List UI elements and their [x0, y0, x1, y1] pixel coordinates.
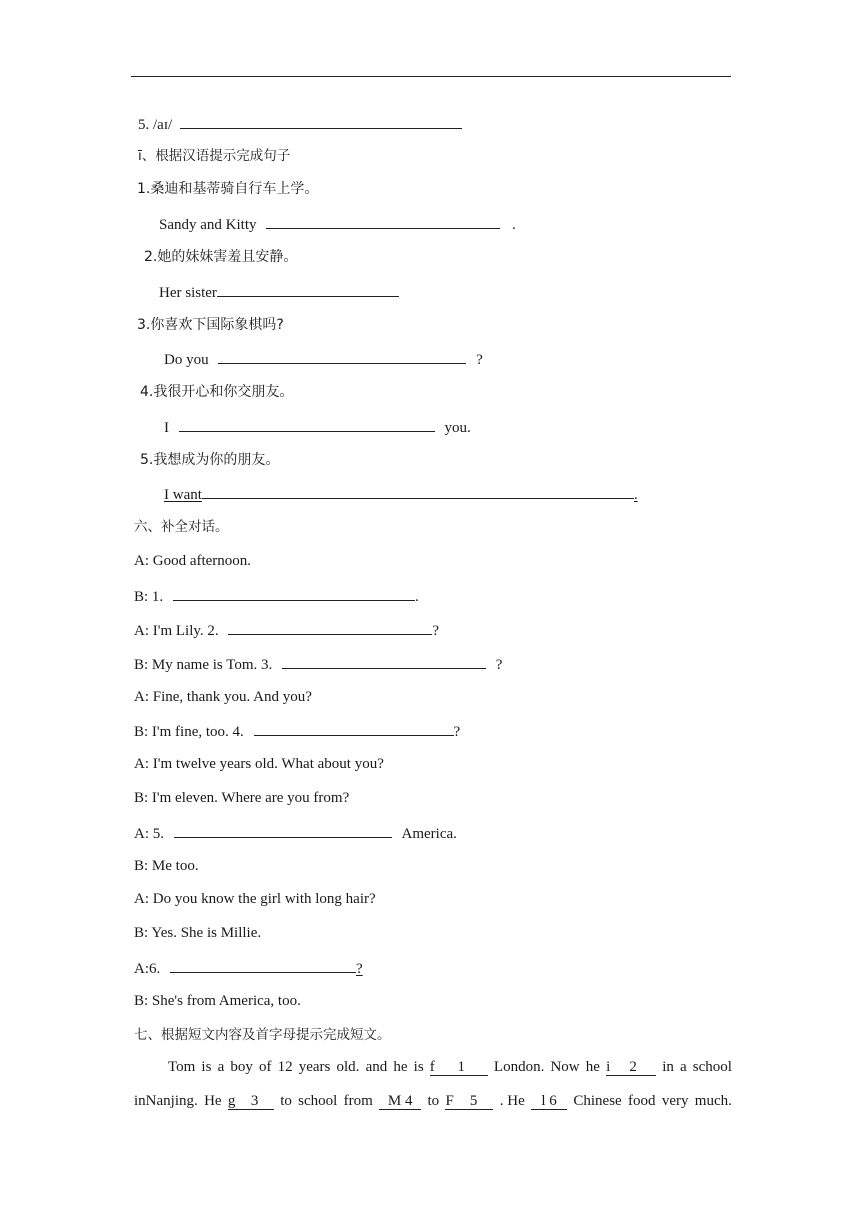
- word: to: [427, 1092, 440, 1109]
- dialogue-end: ?: [356, 961, 363, 977]
- dialogue-line: [134, 958, 363, 978]
- word: much.: [694, 1092, 732, 1109]
- sentence-answer-3: [164, 349, 483, 369]
- sentence-answer-4: [164, 417, 471, 437]
- word: a: [679, 1058, 687, 1075]
- word: he: [585, 1058, 600, 1075]
- dialogue-speaker-text: A: 5.: [134, 826, 164, 842]
- dialogue-speaker-text: B: 1.: [134, 589, 164, 605]
- word: school: [692, 1058, 732, 1075]
- word: inNanjing.: [134, 1092, 198, 1109]
- dialogue-line: A: I'm twelve years old. What about you?: [134, 756, 384, 772]
- word: Chinese: [573, 1092, 622, 1109]
- sentence-answer-5: [164, 484, 638, 504]
- dialogue-speaker-text: A: I'm Lily. 2.: [134, 623, 219, 639]
- word: of: [258, 1058, 272, 1075]
- cloze-blank-4[interactable]: [379, 1093, 421, 1110]
- answer-prefix: Sandy and Kitty: [159, 217, 257, 233]
- item-number: 5.: [138, 117, 150, 133]
- dialogue-end: America.: [401, 826, 457, 842]
- dialogue-line: B: Yes. She is Millie.: [134, 925, 262, 941]
- answer-suffix: you.: [444, 420, 471, 436]
- cloze-blank-6[interactable]: [531, 1093, 567, 1110]
- cloze-blank-1[interactable]: [430, 1059, 488, 1076]
- dialogue-line: [134, 586, 419, 606]
- dialogue-speaker-text: B: I'm fine, too. 4.: [134, 724, 244, 740]
- answer-suffix: ?: [476, 352, 483, 368]
- first-letter-hint: F: [445, 1092, 454, 1109]
- sentence-prompt-2: 2.她的妹妹害羞且安静。: [144, 249, 298, 265]
- blank-number: 6: [549, 1092, 557, 1109]
- word: in: [662, 1058, 674, 1075]
- answer-blank[interactable]: [228, 620, 432, 635]
- word: years: [298, 1058, 331, 1075]
- dialogue-line: [134, 620, 439, 640]
- dialogue-end: ?: [432, 623, 440, 639]
- cloze-blank-5[interactable]: [445, 1093, 493, 1110]
- sentence-prompt-1: 1.桑迪和基蒂骑自行车上学。: [137, 181, 319, 197]
- dialogue-line: A: Fine, thank you. And you?: [134, 689, 312, 705]
- answer-suffix: .: [633, 487, 638, 503]
- word: . He: [499, 1092, 525, 1109]
- section-7-title: 七、根据短文内容及首字母提示完成短文。: [134, 1027, 391, 1043]
- answer-prefix: I: [164, 420, 169, 436]
- sentence-answer-2: [159, 282, 399, 302]
- dialogue-line: [134, 654, 502, 674]
- word: a: [217, 1058, 225, 1075]
- first-letter-hint: M: [387, 1092, 402, 1109]
- answer-blank[interactable]: [170, 958, 356, 973]
- answer-blank[interactable]: [218, 349, 466, 364]
- answer-prefix: I want: [164, 487, 202, 503]
- answer-blank[interactable]: [217, 282, 399, 297]
- word: is: [413, 1058, 424, 1075]
- sentence-prompt-3: 3.你喜欢下国际象棋吗?: [137, 317, 284, 333]
- first-letter-hint: l: [541, 1092, 546, 1109]
- word: He: [204, 1092, 222, 1109]
- answer-prefix: Her sister: [159, 285, 217, 301]
- word: 12: [277, 1058, 293, 1075]
- word: boy: [230, 1058, 253, 1075]
- cloze-blank-3[interactable]: [228, 1093, 274, 1110]
- answer-blank[interactable]: [180, 114, 462, 129]
- cloze-blank-2[interactable]: [606, 1059, 656, 1076]
- answer-blank[interactable]: [254, 721, 454, 736]
- first-letter-hint: i: [606, 1058, 611, 1075]
- word: food: [628, 1092, 656, 1109]
- word: school: [298, 1092, 338, 1109]
- dialogue-end: ?: [453, 724, 461, 740]
- blank-number: 4: [404, 1092, 413, 1109]
- word: Now: [550, 1058, 580, 1075]
- word: is: [201, 1058, 212, 1075]
- blank-number: 2: [629, 1058, 637, 1075]
- answer-prefix: Do you: [164, 352, 209, 368]
- phonetic-symbol: /aɪ/: [153, 117, 173, 133]
- header-rule: [131, 76, 731, 77]
- answer-blank[interactable]: [282, 654, 486, 669]
- cloze-passage: [134, 1050, 732, 1118]
- word: he: [393, 1058, 408, 1075]
- section-5-title: ī、根据汉语提示完成句子: [138, 148, 291, 164]
- word: Tom: [168, 1058, 196, 1075]
- phonetic-item-5: [138, 114, 462, 134]
- word: very: [661, 1092, 689, 1109]
- word: to: [280, 1092, 292, 1109]
- passage-line-1: [134, 1050, 732, 1084]
- dialogue-line: A: Good afternoon.: [134, 553, 252, 569]
- word: London.: [493, 1058, 545, 1075]
- dialogue-line: B: Me too.: [134, 858, 199, 874]
- sentence-prompt-5: 5.我想成为你的朋友。: [140, 452, 280, 468]
- word: from: [343, 1092, 373, 1109]
- dialogue-end: .: [414, 589, 419, 605]
- answer-blank[interactable]: [173, 586, 415, 601]
- answer-blank[interactable]: [179, 417, 435, 432]
- dialogue-line: A: Do you know the girl with long hair?: [134, 891, 376, 907]
- answer-blank[interactable]: [266, 214, 500, 229]
- first-letter-hint: g: [227, 1092, 236, 1109]
- dialogue-line: [134, 823, 457, 843]
- dialogue-line: B: I'm eleven. Where are you from?: [134, 790, 350, 806]
- blank-number: 1: [457, 1058, 466, 1075]
- word: old.: [336, 1058, 360, 1075]
- dialogue-line: B: She's from America, too.: [134, 993, 301, 1009]
- dialogue-speaker-text: A:6.: [134, 961, 161, 977]
- answer-blank[interactable]: [202, 484, 634, 499]
- answer-blank[interactable]: [174, 823, 392, 838]
- dialogue-line: [134, 721, 460, 741]
- sentence-answer-1: [159, 214, 516, 234]
- blank-number: 3: [250, 1092, 259, 1109]
- section-6-title: 六、补全对话。: [134, 519, 229, 535]
- blank-number: 5: [469, 1092, 478, 1109]
- word: and: [365, 1058, 388, 1075]
- sentence-prompt-4: 4.我很开心和你交朋友。: [140, 384, 294, 400]
- passage-line-2: [134, 1084, 732, 1118]
- dialogue-speaker-text: B: My name is Tom. 3.: [134, 657, 273, 673]
- first-letter-hint: f: [429, 1058, 435, 1075]
- dialogue-end: ?: [495, 657, 503, 673]
- answer-suffix: .: [512, 217, 516, 233]
